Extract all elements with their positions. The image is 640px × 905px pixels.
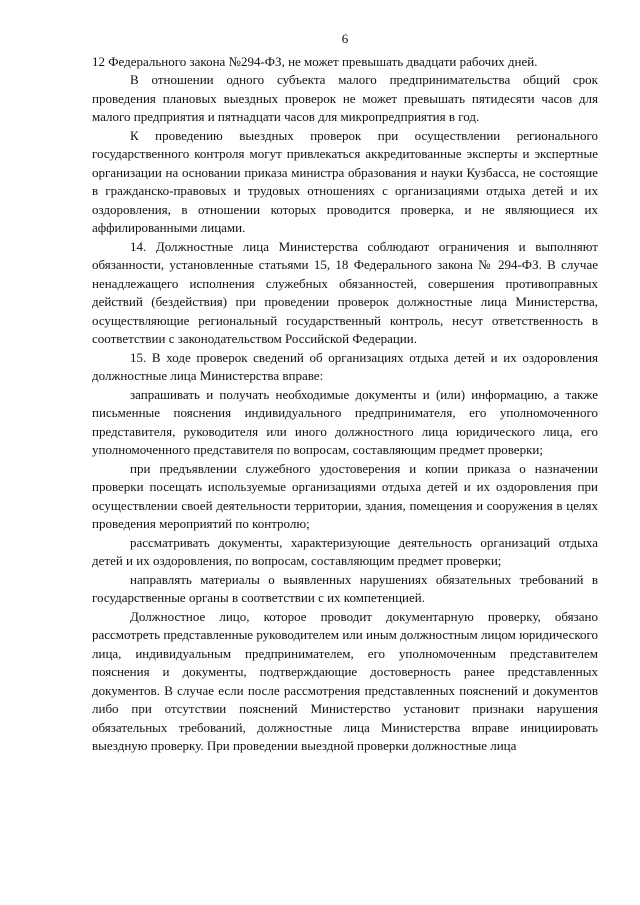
paragraph-4: 14. Должностные лица Министерства соблюдают ограничения и выполняют обязанности, установленные статьями 15, 18 Федерального закона № 294-ФЗ. В случае ненадлежащего исполнения служебных обязанностей, совершения противоправных действий (бездействия) при проведении проверок должностные лица Министерства, осуществляющие региональный государственный контроль, несут ответственность в соответствии с законодательством Российской Федерации.	[92, 238, 598, 346]
paragraph-1: 12 Федерального закона №294-ФЗ, не может превышать двадцати рабочих дней.	[92, 53, 538, 69]
paragraph-9: направлять материалы о выявленных нарушениях обязательных требований в государственные органы в соответствии с их компетенцией.	[92, 571, 598, 605]
page-number: 6	[341, 31, 349, 46]
paragraph-2: В отношении одного субъекта малого предпринимательства общий срок проведения плановых выездных проверок не может превышать пятидесяти часов для малого предприятия и пятнадцати часов для микропредприятия в год.	[92, 72, 598, 124]
paragraph-7: при предъявлении служебного удостоверения и копии приказа о назначении проверки посещать используемые организациями отдыха детей и их оздоровления при осуществлении своей деятельности территории, здания, помещения и сооружения в целях проведения мероприятий по контролю;	[92, 460, 598, 531]
paragraph-8: рассматривать документы, характеризующие деятельность организаций отдыха детей и их оздоровления, по вопросам, составляющим предмет проверки;	[92, 534, 598, 568]
paragraph-5: 15. В ходе проверок сведений об организациях отдыха детей и их оздоровления должностные лица Министерства вправе:	[92, 349, 598, 383]
paragraph-3: К проведению выездных проверок при осуществлении регионального государственного контроля могут привлекаться аккредитованные эксперты и экспертные организации на основании приказа министра образования и науки Кузбасса, не состоящие в гражданско-правовых и трудовых отношениях с организациями отдыха детей и их оздоровления, в отношении которых проводится проверка, и не являющиеся их аффилированными лицами.	[92, 127, 598, 235]
document-page	[92, 30, 598, 756]
paragraph-10: Должностное лицо, которое проводит документарную проверку, обязано рассмотреть представленные руководителем или иным должностным лицом юридического лица, индивидуальным предпринимателем, его уполномоченным представителем пояснения и документы, подтверждающие достоверность ранее представленных документов. В случае если после рассмотрения представленных пояснений и документов либо при отсутствии пояснений Министерство установит признаки нарушения обязательных требований, должностные лица Министерства вправе инициировать выездную проверку. При проведении выездной проверки должностные лица	[92, 608, 598, 753]
paragraph-6: запрашивать и получать необходимые документы и (или) информацию, а также письменные пояснения индивидуального предпринимателя, его уполномоченного представителя, руководителя или иного должностного лица юридического лица, его уполномоченного представителя по вопросам, составляющим предмет проверки;	[92, 386, 598, 457]
